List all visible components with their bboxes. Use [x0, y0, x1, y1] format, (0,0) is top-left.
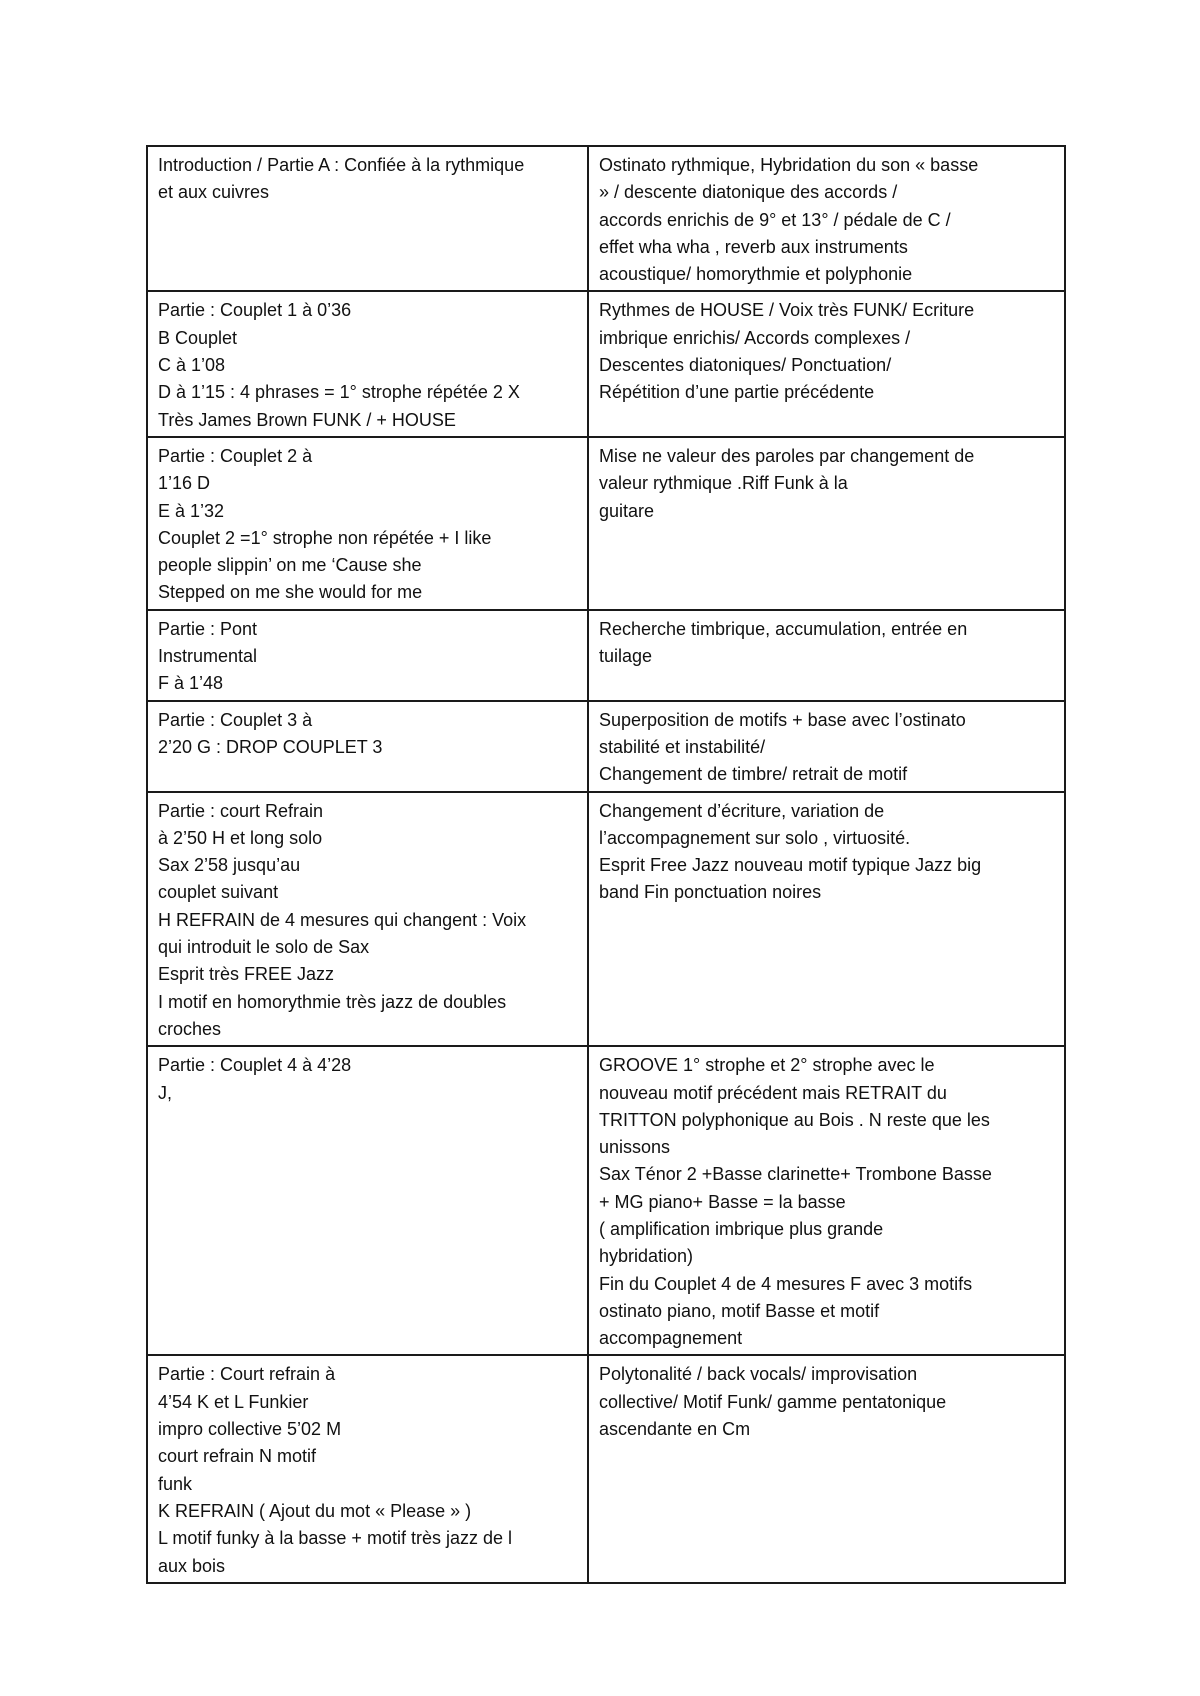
description-cell: Rythmes de HOUSE / Voix très FUNK/ Ecriture imbrique enrichis/ Accords complexes / Descentes diatoniques/ Ponctuation/ Répétition d’une partie précédente [588, 291, 1065, 436]
section-cell: Partie : Couplet 3 à 2’20 G : DROP COUPLET 3 [147, 701, 588, 792]
section-cell: Partie : Couplet 4 à 4’28 J, [147, 1046, 588, 1355]
table-row [147, 291, 1065, 436]
table-row [147, 1046, 1065, 1355]
description-cell: Polytonalité / back vocals/ improvisation collective/ Motif Funk/ gamme pentatonique ascendante en Cm [588, 1355, 1065, 1582]
section-cell: Partie : Pont Instrumental F à 1’48 [147, 610, 588, 701]
table-row [147, 701, 1065, 792]
section-cell: Partie : Couplet 2 à 1’16 D E à 1’32 Couplet 2 =1° strophe non répétée + I like people slippin’ on me ‘Cause she Stepped on me she would for me [147, 437, 588, 610]
table-row [147, 437, 1065, 610]
description-cell: GROOVE 1° strophe et 2° strophe avec le nouveau motif précédent mais RETRAIT du TRITTON polyphonique au Bois . N reste que les unissons Sax Ténor 2 +Basse clarinette+ Trombone Basse + MG piano+ Basse = la basse ( amplification imbrique plus grande hybridation) Fin du Couplet 4 de 4 mesures F avec 3 motifs ostinato piano, motif Basse et motif accompagnement [588, 1046, 1065, 1355]
table-row [147, 610, 1065, 701]
table-row [147, 146, 1065, 291]
analysis-table [146, 145, 1066, 1584]
section-cell: Partie : Court refrain à 4’54 K et L Funkier impro collective 5’02 M court refrain N motif funk K REFRAIN ( Ajout du mot « Please » ) L motif funky à la basse + motif très jazz de l aux bois [147, 1355, 588, 1582]
section-cell: Partie : court Refrain à 2’50 H et long solo Sax 2’58 jusqu’au couplet suivant H REFRAIN de 4 mesures qui changent : Voix qui introduit le solo de Sax Esprit très FREE Jazz I motif en homorythmie très jazz de doubles croches [147, 792, 588, 1047]
section-cell: Introduction / Partie A : Confiée à la rythmique et aux cuivres [147, 146, 588, 291]
description-cell: Ostinato rythmique, Hybridation du son « basse » / descente diatonique des accords / accords enrichis de 9° et 13° / pédale de C / effet wha wha , reverb aux instruments acoustique/ homorythmie et polyphonie [588, 146, 1065, 291]
description-cell: Superposition de motifs + base avec l’ostinato stabilité et instabilité/ Changement de timbre/ retrait de motif [588, 701, 1065, 792]
description-cell: Recherche timbrique, accumulation, entrée en tuilage [588, 610, 1065, 701]
description-cell: Changement d’écriture, variation de l’accompagnement sur solo , virtuosité. Esprit Free Jazz nouveau motif typique Jazz big band Fin ponctuation noires [588, 792, 1065, 1047]
section-cell: Partie : Couplet 1 à 0’36 B Couplet C à 1’08 D à 1’15 : 4 phrases = 1° strophe répétée 2 X Très James Brown FUNK / + HOUSE [147, 291, 588, 436]
description-cell: Mise ne valeur des paroles par changement de valeur rythmique .Riff Funk à la guitare [588, 437, 1065, 610]
table-row [147, 792, 1065, 1047]
table-row [147, 1355, 1065, 1582]
